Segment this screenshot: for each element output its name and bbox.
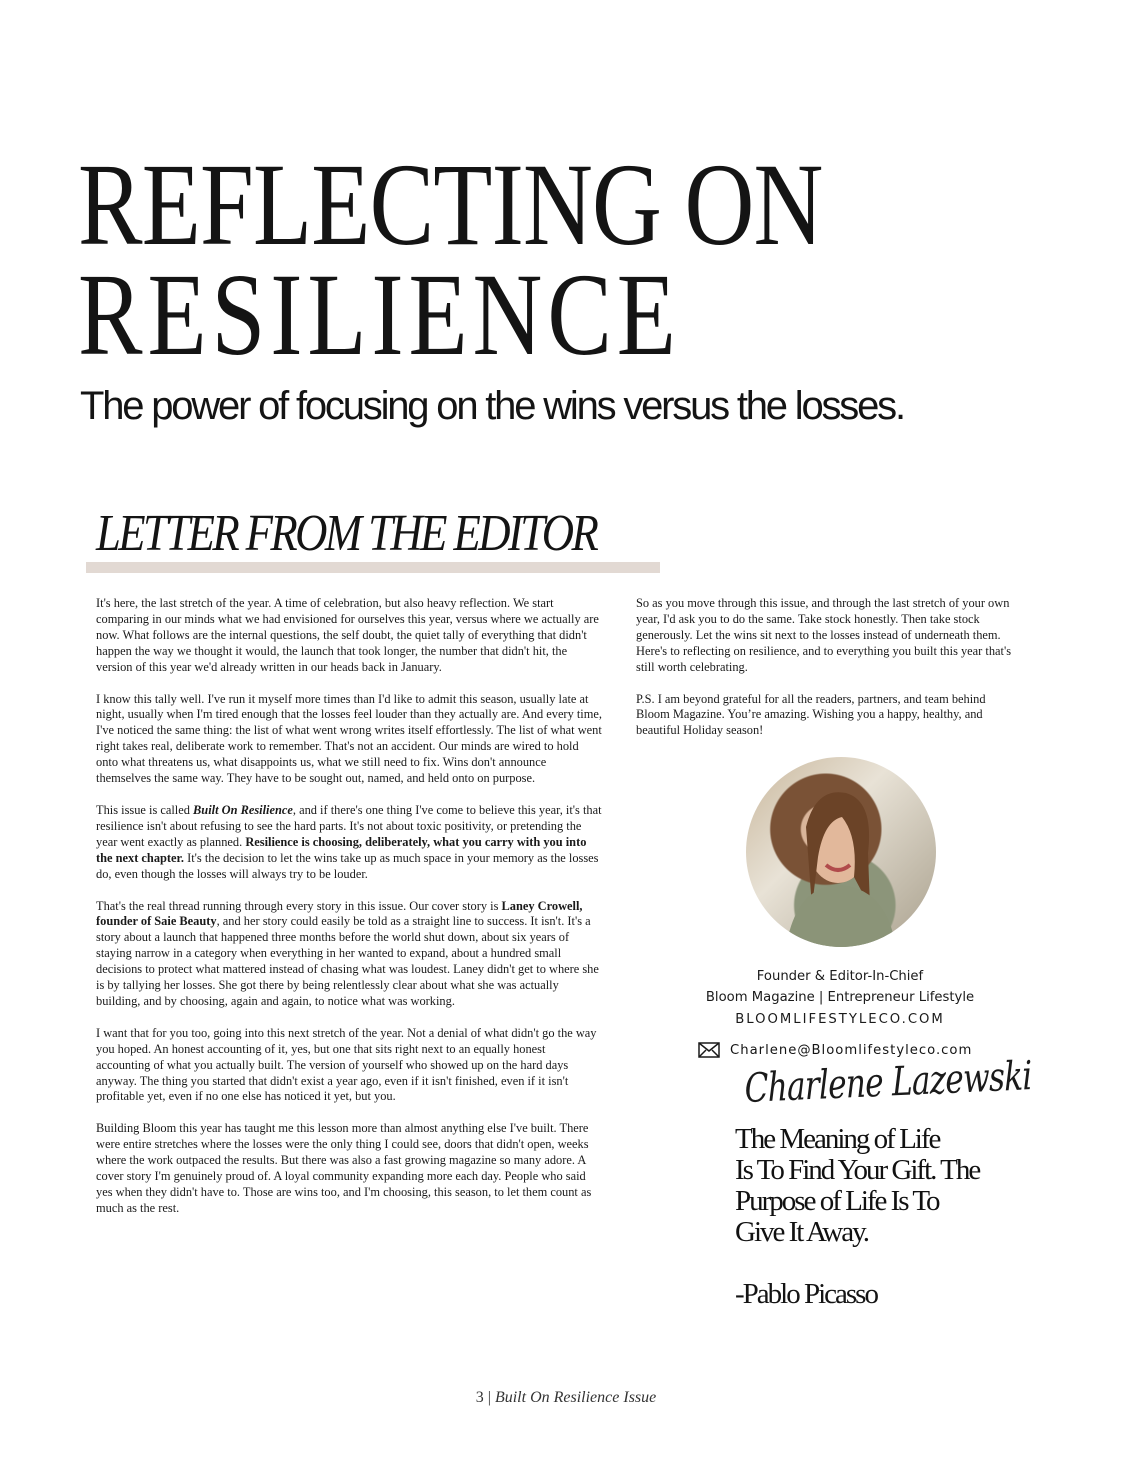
page-title <box>78 139 823 380</box>
editor-role: Founder & Editor-In-Chief <box>756 969 924 984</box>
pull-quote <box>735 1124 1055 1248</box>
quote-line: The Meaning of Life <box>735 1123 940 1155</box>
letter-paragraph: It's here, the last stretch of the year. A time of celebration, but also heavy reflection. We start comparing in our minds what we had envisioned for ourselves this year, versus where we actually are now. What follows are the internal questions, the self doubt, the quiet tally of everything that didn't happen the way we thought it would, the launch that took longer, the number that didn't hit, the version of this year we'd already written in our heads back in January. <box>96 596 599 674</box>
editor-signature: Charlene Lazewski <box>744 1053 1033 1112</box>
title-line-2: RESILIENCE <box>78 249 681 380</box>
letter-paragraph <box>96 899 602 1010</box>
text-run: That's the real thread running through every story in this issue. Our cover story is <box>96 898 502 913</box>
letter-right-column <box>636 596 1016 755</box>
letter-paragraph: P.S. I am beyond grateful for all the readers, partners, and team behind Bloom Magazine. You’re amazing. Wishing you a happy, healthy, and beautiful Holiday season! <box>636 691 986 738</box>
letter-paragraph: I know this tally well. I've run it myself more times than I'd like to admit this season, usually late at night, usually when I'm tired enough that the losses feel louder than they actually are. And every time, I've noticed the same thing: the list of what went wrong writes itself effortlessly. The list of what went right takes real, deliberate work to remember. That's not an accident. Our minds are wired to hold onto what threatens us, what disappoints us, what we still need to fix. Wins don't announce themselves the same way. They have to be sought out, named, and held onto on purpose. <box>96 691 602 786</box>
text-run: , and if there's one thing I've come to believe this year, it's that resilience isn't about refusing to see the hard parts. It's not about toxic positivity, or pretending the year went exactly as planned. <box>96 802 602 849</box>
subtitle: The power of focusing on the wins versus the losses. <box>80 384 904 428</box>
page-number: 3 <box>475 1389 484 1406</box>
quote-line: Is To Find Your Gift. The <box>735 1154 980 1186</box>
letter-paragraph: Building Bloom this year has taught me this lesson more than almost anything else I've built. There were entire stretches where the losses were the only thing I could see, doors that didn't open, weeks where the work outpaced the results. But there was also a fast growing magazine so many adore. A cover story I'm genuinely proud of. A loyal community expanding more each day. People who said yes when they didn't have to. Those are wins too, and I'm choosing, this season, to let them count as much as the rest. <box>96 1121 592 1215</box>
envelope-icon <box>698 1042 720 1058</box>
letter-paragraph: Here's to reflecting on resilience, and to everything you built this year that's still worth celebrating. <box>636 643 1012 674</box>
section-underline-bar <box>86 562 660 573</box>
bold-statement: Resilience is choosing, deliberately, what you carry with you into the next chapter. <box>96 834 587 865</box>
issue-name: Built On Resilience Issue <box>494 1389 657 1406</box>
website-link[interactable]: BLOOMLIFESTYLECO.COM <box>735 1012 945 1027</box>
editor-company: Bloom Magazine | Entrepreneur Lifestyle <box>705 990 975 1005</box>
cover-story-name: Laney Crowell, founder of Saie Beauty <box>96 898 583 929</box>
editor-portrait-photo <box>746 757 936 947</box>
quote-line: Purpose of Life Is To <box>735 1185 939 1217</box>
text-run: This issue is called <box>96 802 194 817</box>
email-address[interactable]: Charlene@Bloomlifestyleco.com <box>730 1042 973 1058</box>
letter-paragraph: I want that for you too, going into this next stretch of the year. Not a denial of what didn't go the way you hoped. An honest accounting of it, yes, but one that sits right next to an equally honest accounting of what you actually built. The version of yourself who showed up on the hard days anyway. The thing you started that didn't exist a year ago, even if it isn't finished, even if it isn't profitable yet, even if no one else has noticed it yet, but you. <box>96 1025 597 1104</box>
page-footer <box>0 1389 1132 1407</box>
text-run: It's the decision to let the wins take up as much space in your memory as the losses do, even though the losses will always try to be louder. <box>96 850 599 881</box>
quote-attribution: -Pablo Picasso <box>735 1278 877 1310</box>
quote-line: Give It Away. <box>735 1216 868 1248</box>
issue-name-emphasis: Built On Resilience <box>193 802 293 817</box>
letter-paragraph <box>96 803 602 883</box>
title-line-1: REFLECTING ON <box>78 139 823 270</box>
text-run: , and her story could easily be told as a straight line to success. It isn't. It's a story about a launch that happened three months before the world shut down, about six years of staying narrow in a category when everything in her wanted to expand, about a hundred small decisions to protect what mattered instead of chasing what was loudest. Laney didn't get to where she is by tallying her losses. She got there by being relentlessly clear about what she was actually building, and by choosing, again and again, to notice what was working. <box>96 914 599 1008</box>
section-heading: LETTER FROM THE EDITOR <box>96 505 597 562</box>
letter-paragraph: So as you move through this issue, and through the last stretch of your own year, I'd ask you to do the same. Take stock honestly. Then take stock generously. Let the wins sit next to the losses instead of underneath them. <box>636 596 1010 642</box>
letter-left-column <box>96 596 602 1233</box>
footer-separator: | <box>483 1389 495 1406</box>
